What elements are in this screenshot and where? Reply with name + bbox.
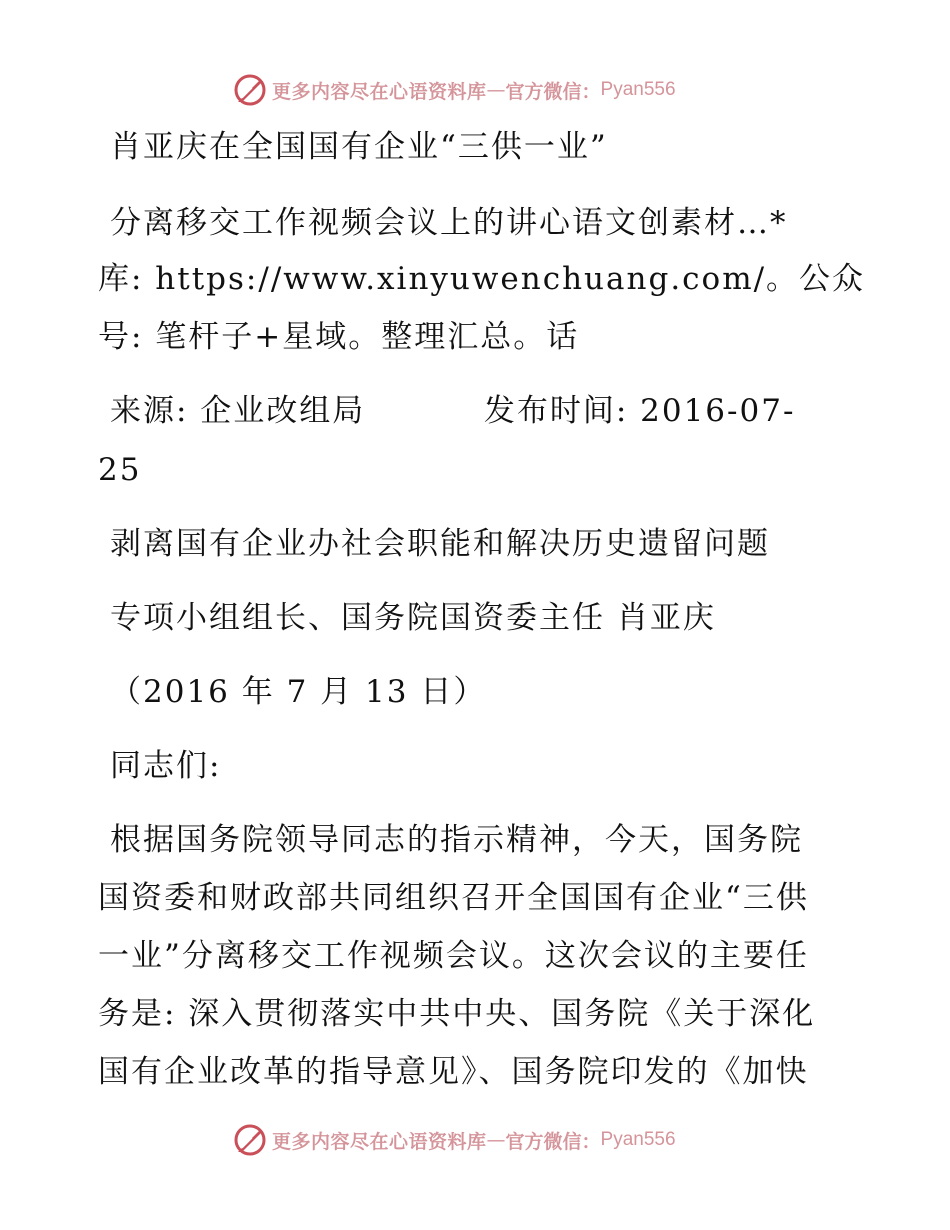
watermark-wechat-id: Pyan556 xyxy=(600,1129,676,1150)
source-line-2: 25 xyxy=(98,452,142,488)
speaker-title-line-2: 专项小组组长、国务院国资委主任 肖亚庆 xyxy=(110,600,716,636)
body-line-1: 根据国务院领导同志的指示精神，今天，国务院 xyxy=(110,822,803,858)
speaker-title-line-1: 剥离国有企业办社会职能和解决历史遗留问题 xyxy=(110,526,770,562)
source-line-1: 来源: 企业改组局 发布时间: 2016-07- xyxy=(110,393,796,429)
watermark-separator: — xyxy=(486,79,506,101)
body-line-5: 国有企业改革的指导意见》、国务院印发的《加快 xyxy=(98,1054,809,1090)
watermark-official-label: 官方微信： xyxy=(505,80,601,103)
watermark-wechat-id: Pyan556 xyxy=(600,79,676,100)
header-watermark xyxy=(232,70,712,110)
quill-pen-logo-icon xyxy=(232,1122,268,1158)
watermark-brand: 更多内容尽在心语资料库 xyxy=(272,1130,487,1153)
body-line-2: 国资委和财政部共同组织召开全国国有企业“三供 xyxy=(98,880,809,916)
watermark-separator: — xyxy=(486,1129,506,1151)
watermark-brand: 更多内容尽在心语资料库 xyxy=(272,80,487,103)
body-line-4: 务是: 深入贯彻落实中共中央、国务院《关于深化 xyxy=(98,996,816,1032)
footer-watermark xyxy=(232,1120,712,1160)
title-line-1: 肖亚庆在全国国有企业“三供一业” xyxy=(110,129,608,165)
title-line-4: 号: 笔杆子+星域。整理汇总。话 xyxy=(98,319,580,355)
title-line-3: 库: https://www.xinyuwenchuang.com/。公众 xyxy=(98,261,866,297)
body-line-3: 一业”分离移交工作视频会议。这次会议的主要任 xyxy=(98,938,809,974)
watermark-official-label: 官方微信： xyxy=(505,1130,601,1153)
title-line-2: 分离移交工作视频会议上的讲心语文创素材…* xyxy=(110,205,788,241)
speech-date: （2016 年 7 月 13 日） xyxy=(110,674,487,710)
greeting: 同志们: xyxy=(110,748,222,784)
quill-pen-logo-icon xyxy=(232,72,268,108)
